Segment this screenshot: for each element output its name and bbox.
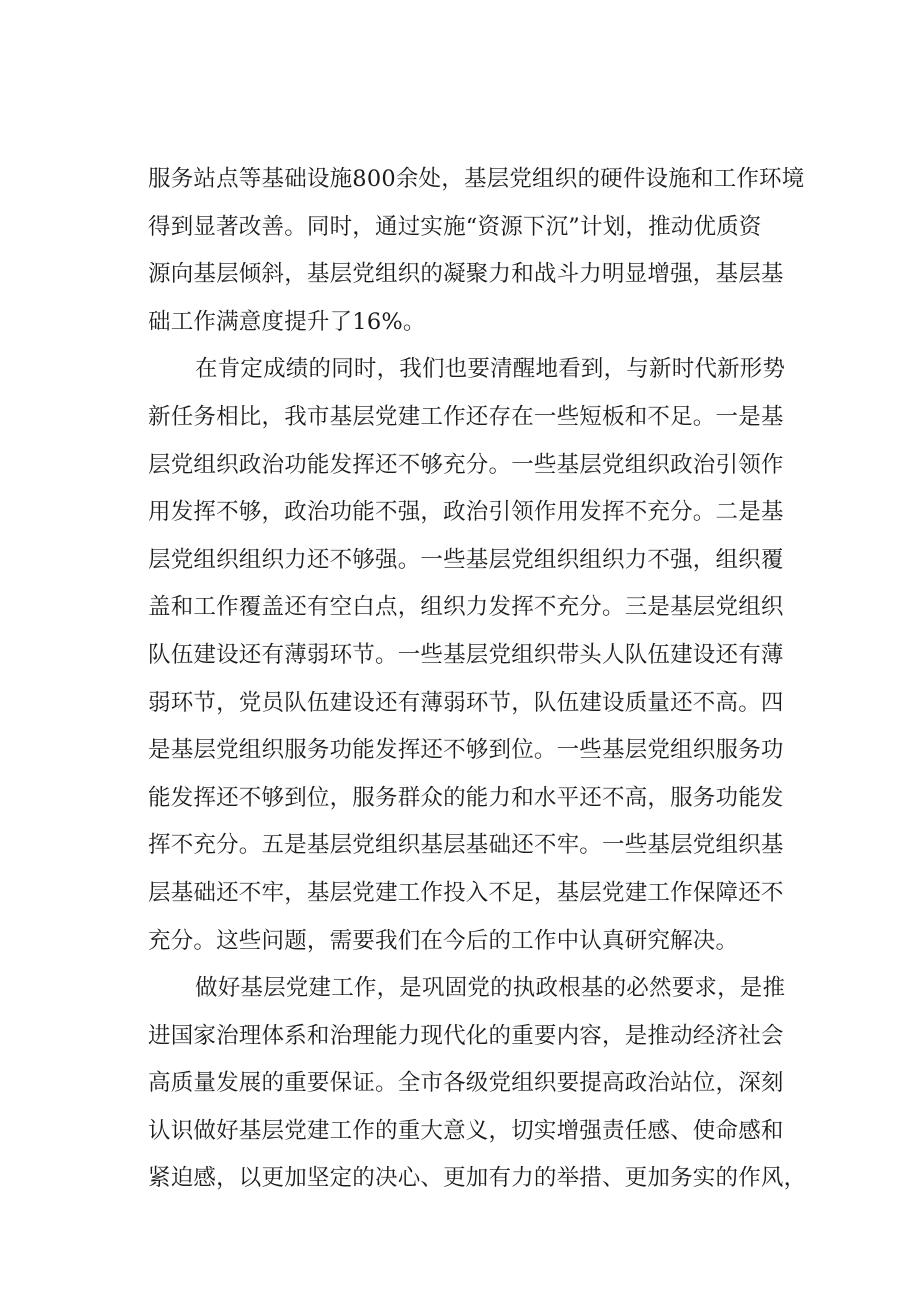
text-line: 层党组织组织力还不够强。一些基层党组织组织力不强，组织覆 — [148, 546, 784, 573]
text-line: 础工作满意度提升了16%。 — [148, 308, 426, 335]
paragraph-significance — [148, 965, 807, 1203]
text-line: 盖和工作覆盖还有空白点，组织力发挥不充分。三是基层党组织 — [148, 594, 784, 621]
text-line: 挥不充分。五是基层党组织基层基础还不牢。一些基层党组织基 — [148, 832, 784, 859]
text-line: 新任务相比，我市基层党建工作还存在一些短板和不足。一是基 — [148, 403, 784, 430]
text-line: 做好基层党建工作，是巩固党的执政根基的必然要求，是推 — [195, 975, 786, 1002]
paragraph-achievements — [148, 156, 805, 346]
text-line: 是基层党组织服务功能发挥还不够到位。一些基层党组织服务功 — [148, 737, 784, 764]
text-line: 能发挥还不够到位，服务群众的能力和水平还不高，服务功能发 — [148, 784, 784, 811]
text-line: 充分。这些问题，需要我们在今后的工作中认真研究解决。 — [148, 927, 739, 954]
text-line: 层党组织政治功能发挥还不够充分。一些基层党组织政治引领作 — [148, 451, 784, 478]
text-line: 层基础还不牢，基层党建工作投入不足，基层党建工作保障还不 — [148, 879, 784, 906]
text-line: 紧迫感，以更加坚定的决心、更加有力的举措、更加务实的作风， — [148, 1165, 807, 1192]
text-line: 在肯定成绩的同时，我们也要清醒地看到，与新时代新形势 — [195, 356, 786, 383]
text-line: 队伍建设还有薄弱环节。一些基层党组织带头人队伍建设还有薄 — [148, 641, 784, 668]
text-line: 服务站点等基础设施800余处，基层党组织的硬件设施和工作环境 — [148, 166, 805, 192]
text-line: 用发挥不够，政治功能不强，政治引领作用发挥不充分。二是基 — [148, 499, 784, 526]
text-line: 得到显著改善。同时，通过实施“资源下沉”计划，推动优质资 — [148, 213, 762, 240]
text-line: 高质量发展的重要保证。全市各级党组织要提高政治站位，深刻 — [148, 1070, 784, 1097]
document-body — [148, 156, 807, 1203]
text-line: 源向基层倾斜，基层党组织的凝聚力和战斗力明显增强，基层基 — [148, 261, 784, 288]
text-line: 认识做好基层党建工作的重大意义，切实增强责任感、使命感和 — [148, 1117, 784, 1144]
paragraph-shortcomings — [148, 346, 798, 965]
text-line: 进国家治理体系和治理能力现代化的重要内容，是推动经济社会 — [148, 1022, 784, 1049]
text-line: 弱环节，党员队伍建设还有薄弱环节，队伍建设质量还不高。四 — [148, 689, 784, 716]
